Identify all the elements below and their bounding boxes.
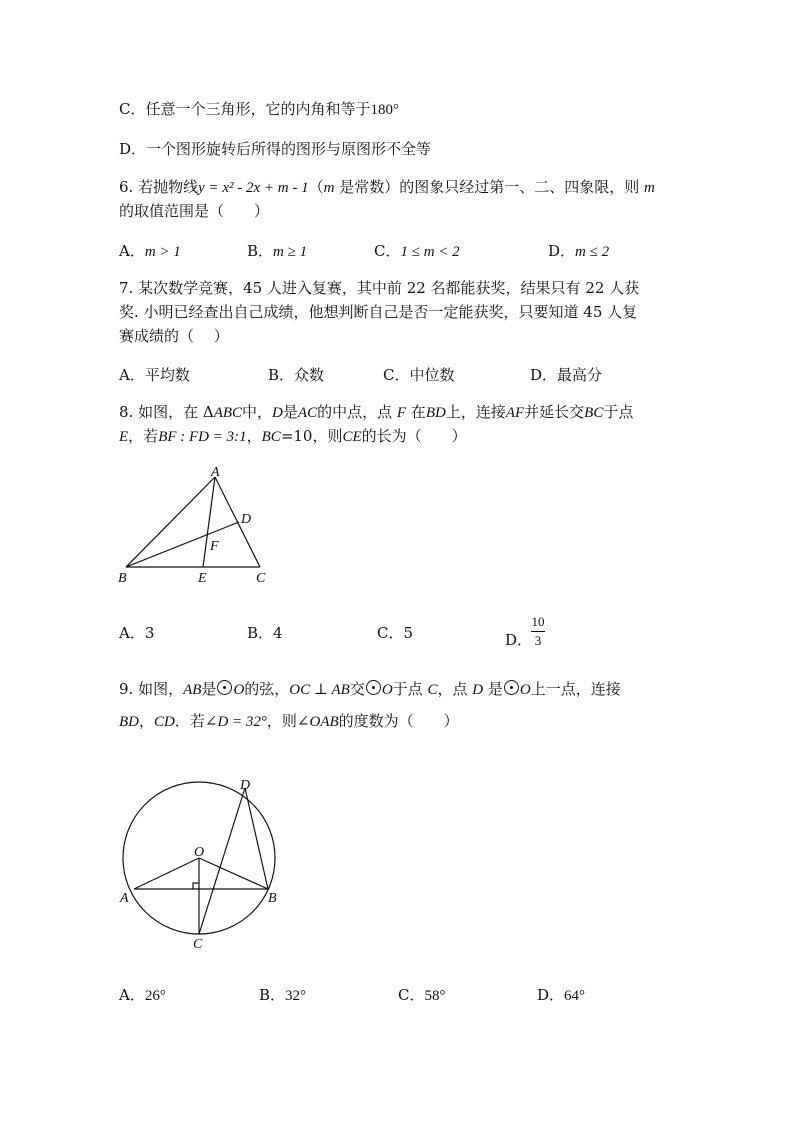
q9-var: O bbox=[233, 682, 245, 698]
q6-number: 6. 若抛物线 bbox=[119, 178, 199, 196]
q8-option-d-fraction bbox=[531, 614, 545, 649]
label-a: A bbox=[211, 465, 220, 480]
prev-option-d bbox=[119, 139, 431, 159]
option-text: 32° bbox=[285, 988, 307, 1004]
option-text: 平均数 bbox=[144, 366, 190, 384]
q9-option-a[interactable] bbox=[119, 985, 166, 1006]
q8-var: AC bbox=[297, 405, 318, 421]
option-text: 5 bbox=[403, 624, 414, 642]
option-label: C． bbox=[374, 242, 401, 260]
segment-bd bbox=[126, 522, 239, 567]
option-expr: 1 ≤ m < 2 bbox=[400, 244, 460, 260]
q7-stem-line1 bbox=[119, 278, 639, 298]
option-text: 最高分 bbox=[557, 366, 603, 384]
label-a: A bbox=[120, 891, 129, 906]
q8-text: 的中点，点 bbox=[317, 403, 397, 421]
label-b: B bbox=[268, 891, 277, 906]
option-label: B． bbox=[268, 366, 295, 384]
q9-text: ，则 bbox=[266, 712, 297, 730]
q6-text-line2: 的取值范围是（ ） bbox=[119, 202, 270, 220]
q7-option-a[interactable] bbox=[119, 365, 190, 385]
q8-text: 于点 bbox=[603, 403, 634, 421]
q9-var: BD bbox=[119, 714, 139, 730]
q9-var: C bbox=[427, 682, 438, 698]
q9-stem-line1 bbox=[119, 679, 621, 700]
q8-var: CE bbox=[342, 429, 362, 445]
q8-var: BC bbox=[261, 429, 281, 445]
label-d: D bbox=[241, 512, 252, 527]
segment-ob bbox=[199, 858, 268, 889]
q7-stem-line2 bbox=[119, 302, 637, 322]
fraction-bar bbox=[531, 631, 545, 632]
circle-symbol-icon bbox=[366, 680, 381, 695]
q8-var: E bbox=[119, 429, 129, 445]
q7-text: 赛成绩的（ ） bbox=[119, 327, 229, 345]
q8-text: 并延长交 bbox=[524, 403, 585, 421]
option-expr: m ≥ 1 bbox=[273, 244, 308, 260]
q8-option-d[interactable] bbox=[505, 630, 532, 650]
q8-stem-line2 bbox=[119, 426, 467, 447]
q8-text: ， bbox=[246, 427, 262, 445]
label-d: D bbox=[240, 778, 251, 793]
option-label: C． bbox=[383, 366, 410, 384]
q8-ratio: BF : FD = 3:1 bbox=[158, 429, 247, 445]
option-label: C． bbox=[398, 986, 425, 1004]
q8-text: 的长为（ ） bbox=[361, 427, 467, 445]
option-label: D． bbox=[505, 631, 533, 649]
segment-ab bbox=[126, 477, 215, 567]
label-b: B bbox=[118, 571, 127, 586]
option-expr: m > 1 bbox=[144, 244, 181, 260]
option-label: C． bbox=[377, 624, 404, 642]
q9-text: ， bbox=[139, 712, 155, 730]
label-c: C bbox=[193, 937, 203, 952]
circle-symbol-icon bbox=[504, 680, 519, 695]
option-label: A． bbox=[119, 242, 145, 260]
segment-db bbox=[245, 788, 268, 889]
q8-text: 中， bbox=[242, 403, 273, 421]
q6-stem-line2 bbox=[119, 201, 269, 221]
option-text: 64° bbox=[564, 988, 586, 1004]
q6-equation: y = x² - 2x + m - 1 bbox=[198, 180, 309, 196]
option-label: D． bbox=[530, 366, 558, 384]
q9-option-c[interactable] bbox=[398, 985, 445, 1006]
triangle-figure bbox=[110, 465, 290, 590]
option-text: 58° bbox=[424, 988, 446, 1004]
q9-angle-oab: ∠OAB bbox=[296, 714, 339, 730]
option-label: B． bbox=[247, 242, 274, 260]
q9-stem-line2 bbox=[119, 711, 459, 732]
segment-oa bbox=[134, 858, 199, 889]
q8-text: 在 bbox=[406, 403, 426, 421]
q9-text: 于点 bbox=[392, 680, 428, 698]
circle-figure bbox=[110, 775, 300, 955]
label-o: O bbox=[194, 845, 205, 860]
q9-var: CD bbox=[154, 714, 175, 730]
q9-var: D bbox=[472, 682, 484, 698]
q7-option-c[interactable] bbox=[383, 365, 455, 385]
q9-var: O bbox=[381, 682, 393, 698]
triangle-lines bbox=[126, 477, 260, 567]
option-text: 3 bbox=[144, 624, 155, 642]
option-label: A． bbox=[119, 366, 145, 384]
option-label: B． bbox=[259, 986, 286, 1004]
q8-stem-line1 bbox=[119, 402, 633, 423]
q9-text: 上一点，连接 bbox=[530, 680, 621, 698]
option-label: A． bbox=[119, 624, 145, 642]
q8-var: BD bbox=[425, 405, 446, 421]
option-label: D． bbox=[548, 242, 576, 260]
q6-option-a[interactable] bbox=[119, 241, 181, 262]
q9-var: AB bbox=[183, 682, 202, 698]
q8-text: 8. 如图，在 Δ bbox=[119, 403, 214, 421]
option-value: 180° bbox=[370, 102, 399, 118]
right-angle-mark bbox=[193, 883, 199, 889]
option-label: A． bbox=[119, 986, 145, 1004]
q8-text: 上，连接 bbox=[445, 403, 506, 421]
q7-option-b[interactable] bbox=[268, 365, 324, 385]
option-text: D．一个图形旋转后所得的图形与原图形不全等 bbox=[119, 140, 432, 158]
q8-option-b[interactable] bbox=[247, 623, 283, 643]
option-text: 26° bbox=[144, 988, 166, 1004]
q9-text: 的度数为（ ） bbox=[338, 712, 459, 730]
q6-var-m: m bbox=[323, 180, 335, 196]
q9-text: 交 bbox=[349, 680, 365, 698]
q8-var: AF bbox=[505, 405, 525, 421]
q7-stem-line3 bbox=[119, 326, 229, 346]
q8-var: ABC bbox=[213, 405, 243, 421]
label-e: E bbox=[198, 571, 207, 586]
option-label: B． bbox=[247, 624, 274, 642]
option-text: 中位数 bbox=[409, 366, 455, 384]
option-text: 众数 bbox=[294, 366, 325, 384]
q9-text: ，点 bbox=[437, 680, 473, 698]
q6-option-c[interactable] bbox=[374, 241, 460, 262]
q6-var-m2: m bbox=[644, 180, 655, 196]
label-c: C bbox=[256, 571, 266, 586]
q8-text: ，若 bbox=[128, 427, 159, 445]
q6-text: 是常数）的图象只经过第一、二、四象限，则 bbox=[334, 178, 645, 196]
q7-text: 7. 某次数学竞赛，45 人进入复赛，其中前 22 名都能获奖，结果只有 22 人获 bbox=[119, 279, 640, 297]
q6-stem-line1 bbox=[119, 177, 655, 198]
q8-var: BC bbox=[584, 405, 604, 421]
q8-text: 是 bbox=[282, 403, 298, 421]
q8-option-c[interactable] bbox=[377, 623, 413, 643]
q9-option-b[interactable] bbox=[259, 985, 306, 1006]
option-text: 4 bbox=[273, 624, 283, 642]
label-f: F bbox=[210, 539, 219, 554]
q9-option-d[interactable] bbox=[537, 985, 585, 1006]
q8-option-a[interactable] bbox=[119, 623, 154, 643]
option-label: D． bbox=[537, 986, 565, 1004]
option-expr: m ≤ 2 bbox=[575, 244, 610, 260]
q9-text: 是 bbox=[483, 680, 503, 698]
q9-text: 的弦， bbox=[244, 680, 290, 698]
q8-var: F bbox=[396, 405, 407, 421]
circle-symbol-icon bbox=[217, 680, 232, 695]
q6-option-b[interactable] bbox=[247, 241, 307, 262]
q8-text: =10，则 bbox=[280, 427, 343, 445]
fraction-denominator: 3 bbox=[534, 633, 542, 648]
q7-text: 奖. 小明已经查出自己成绩，他想判断自己是否一定能获奖，只要知道 45 人复 bbox=[119, 303, 638, 321]
q9-angle: ∠D = 32° bbox=[204, 714, 267, 730]
q9-perp: OC ⊥ AB bbox=[289, 682, 350, 698]
q6-option-d[interactable] bbox=[548, 241, 609, 262]
q8-var: D bbox=[272, 405, 283, 421]
q9-var: O bbox=[519, 682, 531, 698]
q9-text: 是 bbox=[201, 680, 217, 698]
fraction-numerator: 10 bbox=[531, 614, 545, 629]
q9-text: 9. 如图， bbox=[119, 680, 184, 698]
q9-text: ．若 bbox=[174, 712, 205, 730]
prev-option-c bbox=[119, 99, 399, 120]
q6-paren: （ bbox=[308, 178, 324, 196]
q7-option-d[interactable] bbox=[530, 365, 602, 385]
option-text: C．任意一个三角形，它的内角和等于 bbox=[119, 100, 371, 118]
